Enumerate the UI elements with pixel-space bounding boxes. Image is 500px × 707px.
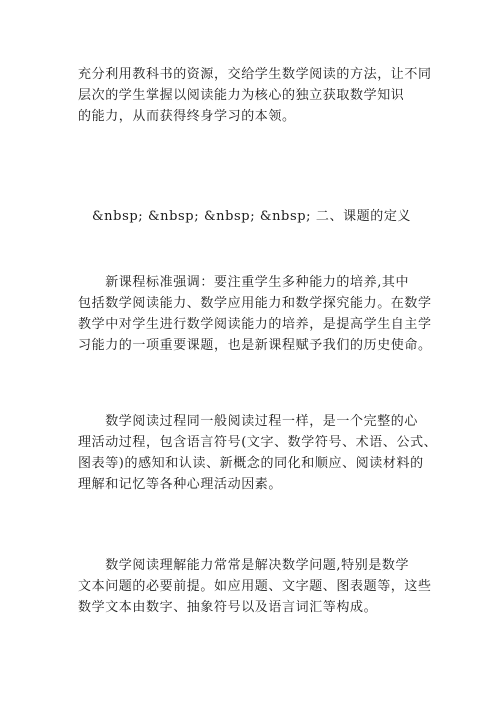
paragraph-reading-resources: 充分利用教科书的资源，交给学生数学阅读的方法，让不同 层次的学生掌握以阅读能力为核心的独立获取数学知识 的能力，从而获得终身学习的本领。 — [78, 67, 432, 124]
paragraph-reading-process: 数学阅读过程同一般阅读过程一样，是一个完整的心 理活动过程，包含语言符号(文字、数学符号、术语、公式、 图表等)的感知和认读、新概念的同化和顺应、阅读材料的 理解和记忆等各种心理活动因素。 — [78, 414, 438, 492]
paragraph-reading-comprehension: 数学阅读理解能力常常是解决数学问题,特别是数学 文本问题的必要前提。如应用题、文字题、图表题等，这些 数学文本由数字、抽象符号以及语言词汇等构成。 — [78, 558, 432, 615]
paragraph-curriculum-standard: 新课程标准强调：要注重学生多种能力的培养,其中 包括数学阅读能力、数学应用能力和数学探究能力。在数学 教学中对学生进行数学阅读能力的培养，是提高学生自主学 习能力的一项重要课题，也是新课程赋予我们的历史使命。 — [78, 275, 432, 353]
section-heading-definition: &nbsp; &nbsp; &nbsp; &nbsp; 二、课题的定义 — [92, 209, 412, 224]
